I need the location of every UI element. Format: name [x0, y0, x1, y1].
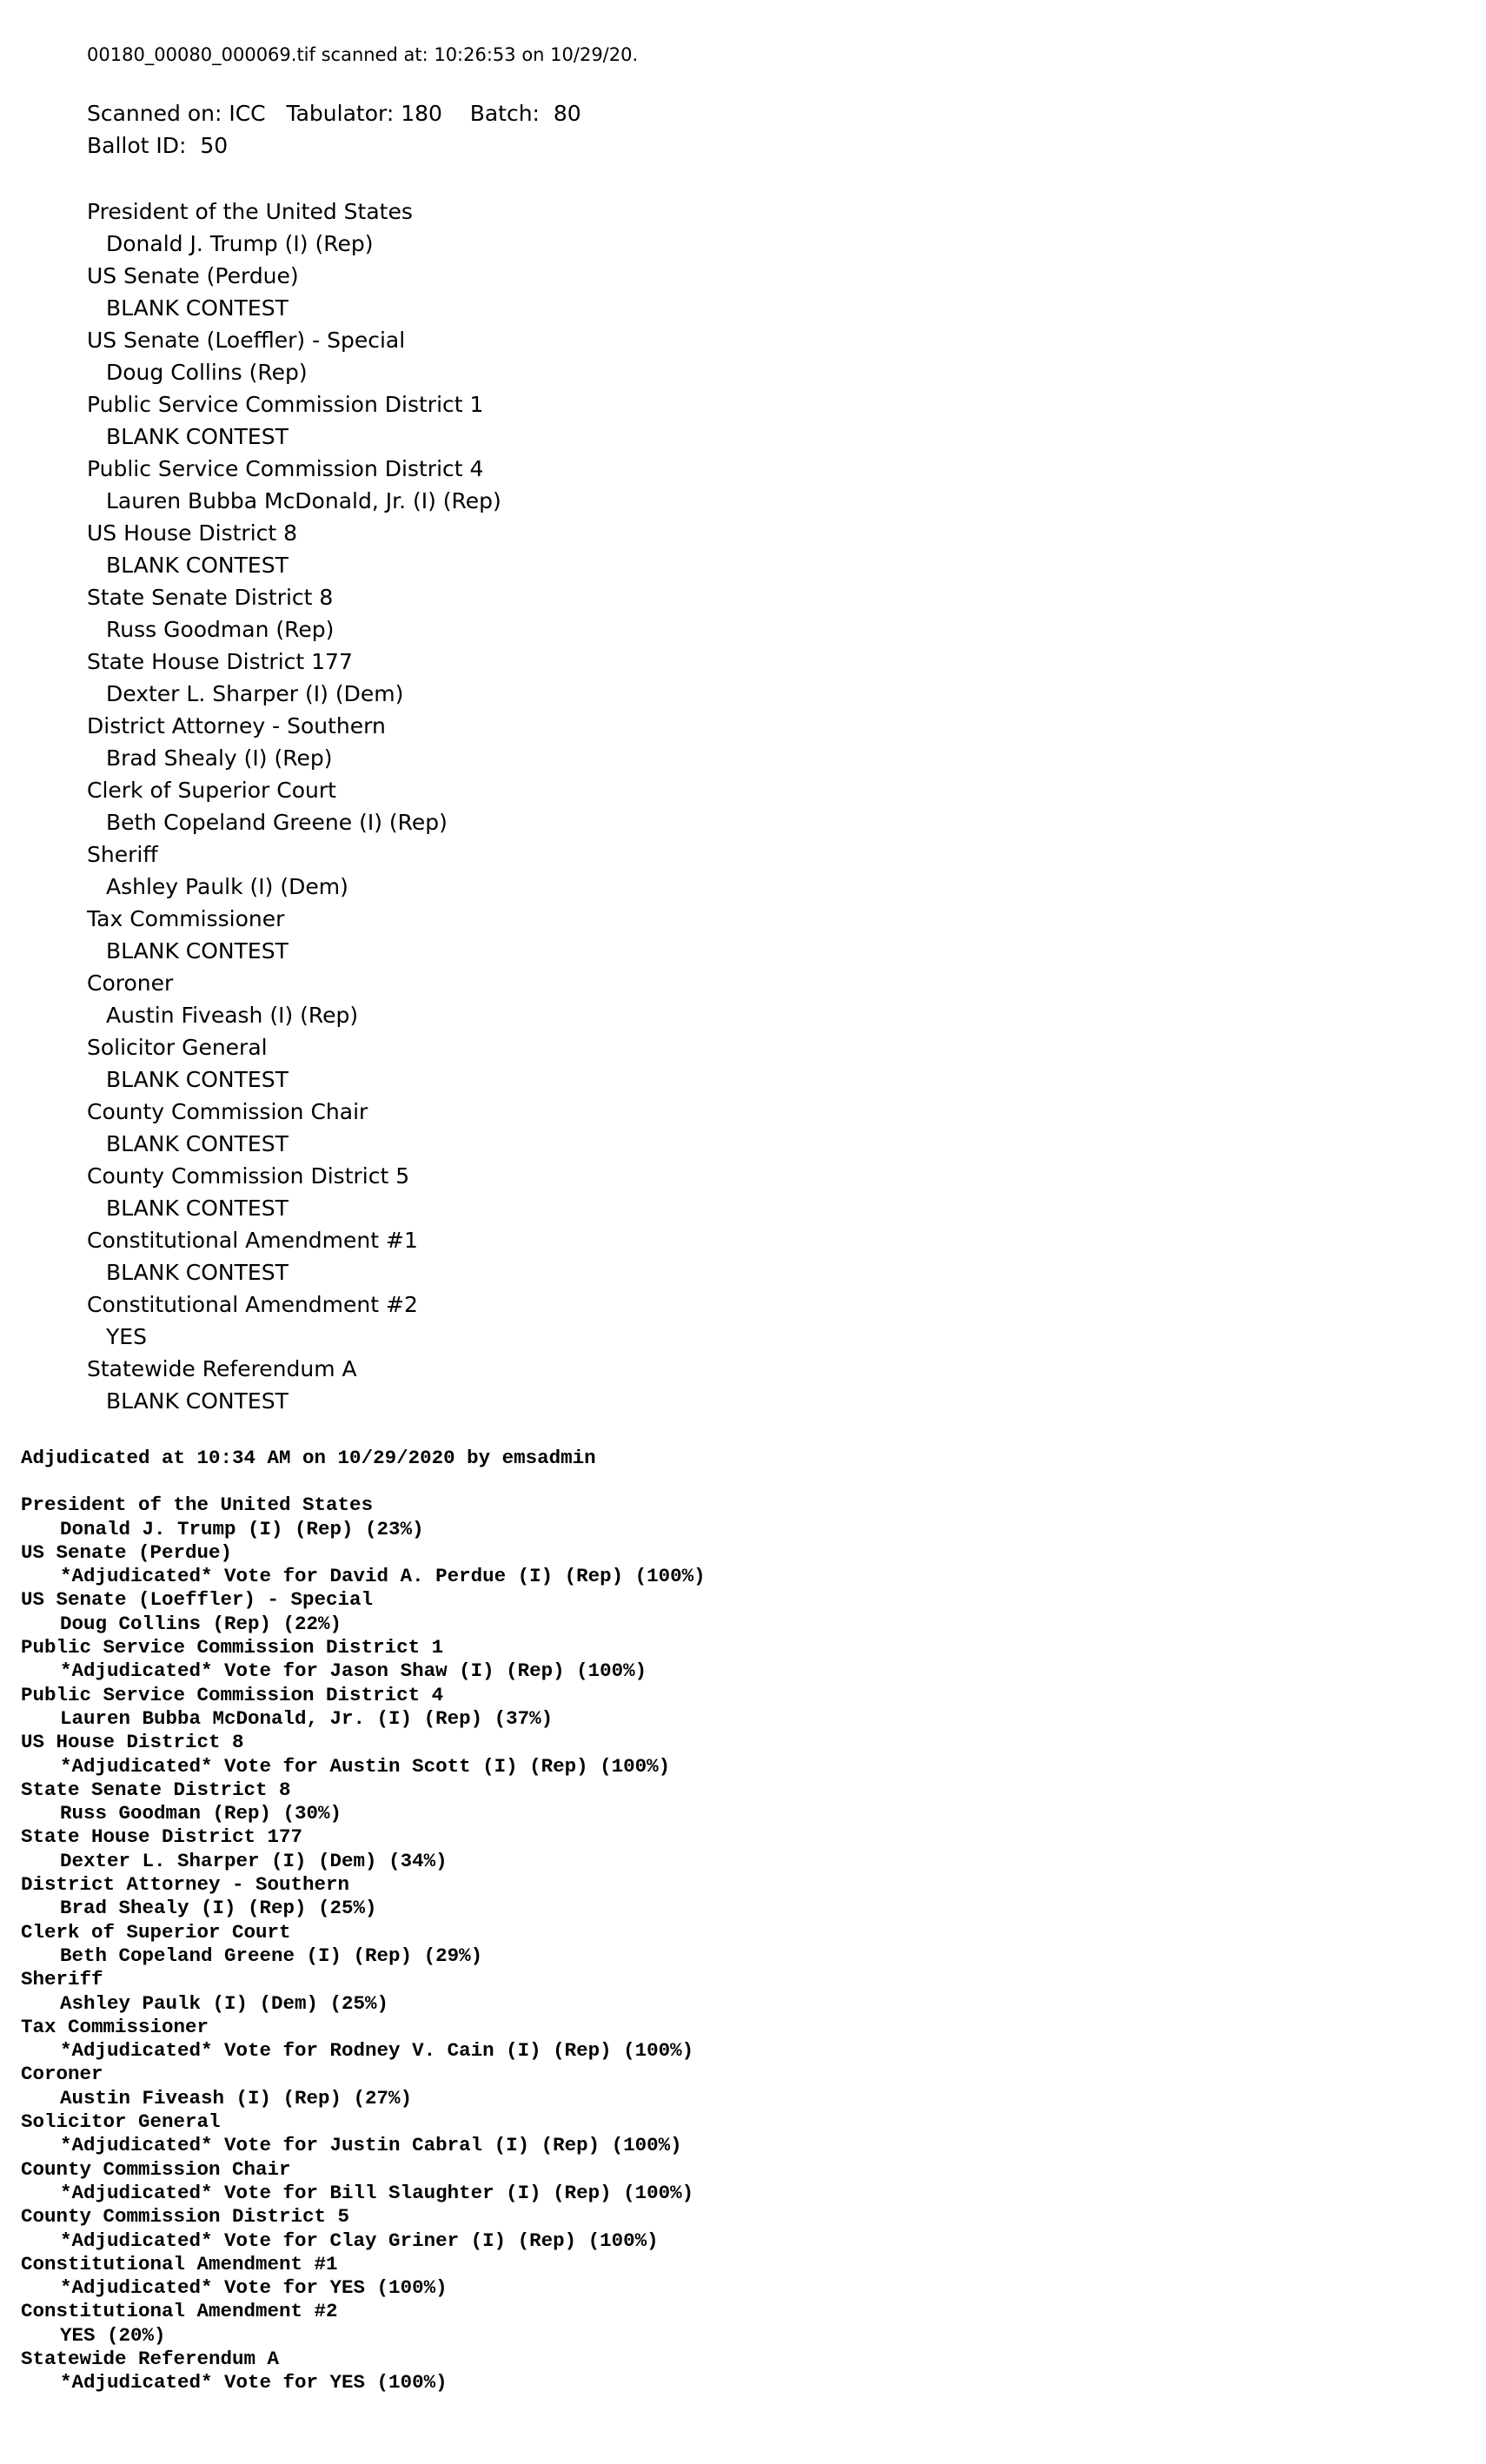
contest-choice: Dexter L. Sharper (I) (Dem) (34%): [60, 1849, 448, 1872]
contest-title: State House District 177: [87, 649, 353, 674]
contest-title: Solicitor General: [21, 2110, 221, 2134]
contest-title: Tax Commissioner: [87, 906, 285, 931]
contest-choice: *Adjudicated* Vote for Clay Griner (I) (Rep) (100%): [60, 2229, 659, 2252]
scan-contest-row: [87, 581, 638, 646]
scan-contest-row: [87, 903, 638, 967]
contest-title: Public Service Commission District 1: [21, 1636, 444, 1659]
adjudication-contest-row: [21, 1541, 706, 1589]
contest-choice: Lauren Bubba McDonald, Jr. (I) (Rep) (37%): [60, 1706, 554, 1730]
contest-title: County Commission District 5: [87, 1163, 410, 1189]
contest-choice: YES: [106, 1324, 147, 1349]
contest-title: Public Service Commission District 4: [21, 1683, 444, 1706]
adjudication-contest-row: [21, 2300, 706, 2348]
contest-title: District Attorney - Southern: [87, 713, 386, 739]
scan-contest-row: [87, 774, 638, 838]
contest-title: Tax Commissioner: [21, 2015, 209, 2038]
contest-title: District Attorney - Southern: [21, 1873, 350, 1897]
adjudication-header: Adjudicated at 10:34 AM on 10/29/2020 by emsadmin: [21, 1447, 596, 1469]
contest-choice: *Adjudicated* Vote for Bill Slaughter (I) (Rep) (100%): [60, 2181, 694, 2204]
adjudication-contest-row: [21, 1494, 706, 1541]
contest-choice: *Adjudicated* Vote for David A. Perdue (I) (Rep) (100%): [60, 1565, 706, 1588]
adjudication-contest-row: [21, 2158, 706, 2206]
adjudication-contest-row: [21, 1684, 706, 1732]
ballot-id-line: Ballot ID: 50: [87, 133, 229, 158]
scan-contest-row: [87, 838, 638, 903]
adjudication-contest-row: [21, 2253, 706, 2301]
contest-title: Sheriff: [87, 842, 158, 867]
scan-header: 00180_00080_000069.tif scanned at: 10:26:53 on 10/29/20.: [87, 44, 639, 65]
contest-title: Sheriff: [21, 1968, 103, 1991]
contest-title: Statewide Referendum A: [87, 1356, 357, 1381]
contest-choice: Beth Copeland Greene (I) (Rep) (29%): [60, 1944, 483, 1967]
scan-contest-row: [87, 1288, 638, 1353]
adjudication-contest-row: [21, 1778, 706, 1826]
contest-choice: BLANK CONTEST: [106, 1131, 289, 1156]
scan-section: [87, 40, 638, 1417]
adjudication-contest-list: [21, 1494, 706, 2394]
contest-choice: Russ Goodman (Rep) (30%): [60, 1802, 342, 1825]
contest-choice: Ashley Paulk (I) (Dem): [106, 874, 348, 899]
adjudication-contest-row: [21, 1873, 706, 1921]
contest-title: US Senate (Loeffler) - Special: [21, 1588, 374, 1612]
contest-title: County Commission Chair: [87, 1099, 368, 1124]
contest-choice: Austin Fiveash (I) (Rep) (27%): [60, 2086, 413, 2110]
contest-choice: Doug Collins (Rep) (22%): [60, 1612, 342, 1635]
contest-title: State House District 177: [21, 1825, 303, 1849]
contest-title: Public Service Commission District 4: [87, 456, 484, 481]
adjudication-contest-row: [21, 2016, 706, 2063]
contest-title: US House District 8: [21, 1731, 244, 1754]
scan-contest-row: [87, 260, 638, 324]
scan-contest-row: [87, 1160, 638, 1224]
contest-title: Constitutional Amendment #2: [21, 2300, 338, 2323]
contest-choice: Brad Shealy (I) (Rep) (25%): [60, 1897, 377, 1920]
contest-choice: *Adjudicated* Vote for YES (100%): [60, 2371, 448, 2394]
scan-meta: [87, 97, 638, 162]
contest-choice: Ashley Paulk (I) (Dem) (25%): [60, 1991, 389, 2015]
contest-title: US Senate (Loeffler) - Special: [87, 328, 406, 353]
contest-choice: BLANK CONTEST: [106, 553, 289, 578]
contest-choice: YES (20%): [60, 2323, 166, 2347]
contest-choice: Donald J. Trump (I) (Rep): [106, 231, 374, 256]
scan-contest-row: [87, 710, 638, 774]
contest-title: Clerk of Superior Court: [21, 1920, 291, 1944]
contest-title: Clerk of Superior Court: [87, 778, 336, 803]
contest-title: Constitutional Amendment #1: [87, 1228, 418, 1253]
scan-contest-row: [87, 388, 638, 453]
adjudication-contest-row: [21, 1588, 706, 1636]
contest-title: State Senate District 8: [21, 1778, 291, 1801]
adjudication-contest-row: [21, 1825, 706, 1873]
contest-choice: Dexter L. Sharper (I) (Dem): [106, 681, 404, 706]
contest-choice: Beth Copeland Greene (I) (Rep): [106, 810, 448, 835]
adjudication-contest-row: [21, 2110, 706, 2158]
adjudication-contest-row: [21, 1968, 706, 2016]
scan-contest-row: [87, 646, 638, 710]
contest-title: County Commission Chair: [21, 2157, 291, 2181]
scan-contest-row: [87, 1096, 638, 1160]
scan-contest-row: [87, 1224, 638, 1288]
adjudication-contest-row: [21, 2348, 706, 2395]
contest-title: Constitutional Amendment #2: [87, 1292, 418, 1317]
contest-title: State Senate District 8: [87, 585, 334, 610]
contest-choice: *Adjudicated* Vote for YES (100%): [60, 2276, 448, 2300]
contest-title: President of the United States: [87, 199, 413, 224]
scan-contest-list: [87, 195, 638, 1417]
contest-choice: BLANK CONTEST: [106, 938, 289, 964]
adjudication-section: [21, 1447, 706, 2395]
contest-title: US House District 8: [87, 520, 298, 546]
adjudication-contest-row: [21, 1636, 706, 1684]
contest-choice: Lauren Bubba McDonald, Jr. (I) (Rep): [106, 488, 501, 513]
contest-choice: Doug Collins (Rep): [106, 360, 308, 385]
contest-title: Statewide Referendum A: [21, 2347, 280, 2370]
contest-choice: Russ Goodman (Rep): [106, 617, 335, 642]
scan-contest-row: [87, 453, 638, 517]
contest-title: US Senate (Perdue): [87, 263, 299, 288]
scan-contest-row: [87, 517, 638, 581]
adjudication-contest-row: [21, 2063, 706, 2110]
contest-title: Coroner: [21, 2063, 103, 2086]
adjudication-contest-row: [21, 1921, 706, 1969]
contest-title: County Commission District 5: [21, 2205, 350, 2229]
contest-choice: BLANK CONTEST: [106, 1260, 289, 1285]
contest-choice: Donald J. Trump (I) (Rep) (23%): [60, 1517, 424, 1540]
adjudication-contest-row: [21, 2205, 706, 2253]
contest-choice: BLANK CONTEST: [106, 424, 289, 449]
scan-contest-row: [87, 1031, 638, 1096]
contest-title: Public Service Commission District 1: [87, 392, 484, 417]
scan-contest-row: [87, 324, 638, 388]
contest-choice: BLANK CONTEST: [106, 1388, 289, 1414]
contest-choice: BLANK CONTEST: [106, 295, 289, 321]
contest-title: Coroner: [87, 970, 174, 996]
scan-contest-row: [87, 967, 638, 1031]
contest-title: US Senate (Perdue): [21, 1540, 233, 1564]
adjudication-contest-row: [21, 1731, 706, 1778]
contest-choice: BLANK CONTEST: [106, 1067, 289, 1092]
contest-choice: *Adjudicated* Vote for Justin Cabral (I) (Rep) (100%): [60, 2134, 682, 2157]
contest-choice: Austin Fiveash (I) (Rep): [106, 1003, 359, 1028]
contest-choice: *Adjudicated* Vote for Austin Scott (I) (Rep) (100%): [60, 1754, 671, 1778]
scan-contest-row: [87, 1353, 638, 1417]
scan-contest-row: [87, 195, 638, 260]
contest-choice: *Adjudicated* Vote for Rodney V. Cain (I) (Rep) (100%): [60, 2039, 694, 2063]
contest-title: Solicitor General: [87, 1035, 268, 1060]
contest-title: President of the United States: [21, 1494, 374, 1517]
contest-choice: *Adjudicated* Vote for Jason Shaw (I) (Rep) (100%): [60, 1659, 647, 1683]
contest-choice: BLANK CONTEST: [106, 1196, 289, 1221]
contest-title: Constitutional Amendment #1: [21, 2252, 338, 2275]
scanned-on-line: Scanned on: ICC Tabulator: 180 Batch: 80: [87, 101, 581, 126]
contest-choice: Brad Shealy (I) (Rep): [106, 745, 333, 771]
